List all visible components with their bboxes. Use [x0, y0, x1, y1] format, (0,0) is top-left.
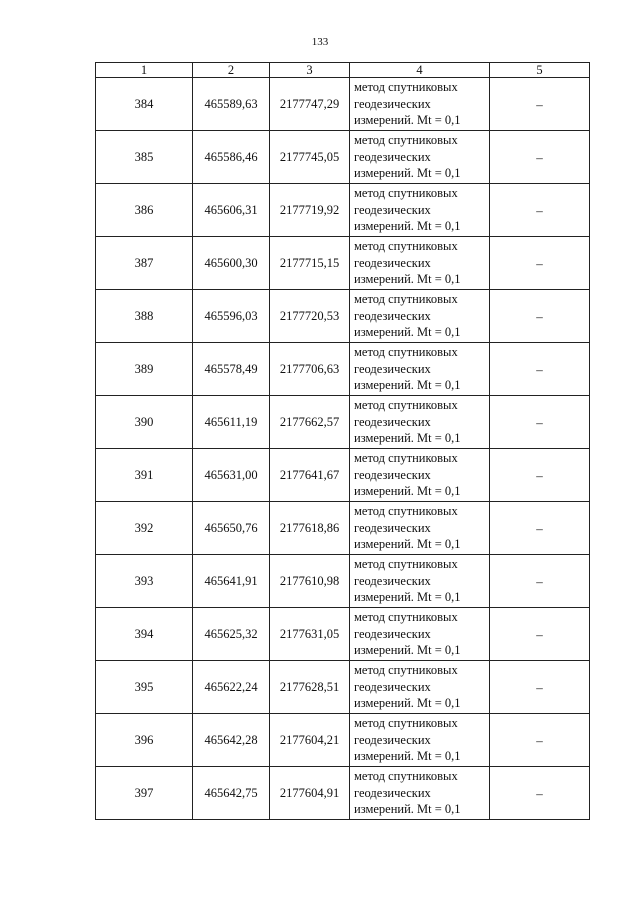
note-cell: –	[490, 608, 590, 661]
y-coordinate-cell: 2177719,92	[270, 184, 350, 237]
y-coordinate-cell: 2177604,91	[270, 767, 350, 820]
column-header-2: 2	[193, 63, 270, 78]
x-coordinate-cell: 465641,91	[193, 555, 270, 608]
point-number-cell: 392	[96, 502, 193, 555]
point-number-cell: 389	[96, 343, 193, 396]
point-number-cell: 390	[96, 396, 193, 449]
table-header-row	[96, 63, 590, 78]
point-number-cell: 395	[96, 661, 193, 714]
note-cell: –	[490, 449, 590, 502]
method-cell: метод спутниковых геодезических измерений. Mt = 0,1	[350, 714, 490, 767]
table-row	[96, 714, 590, 767]
x-coordinate-cell: 465589,63	[193, 78, 270, 131]
point-number-cell: 386	[96, 184, 193, 237]
x-coordinate-cell: 465578,49	[193, 343, 270, 396]
method-cell: метод спутниковых геодезических измерений. Mt = 0,1	[350, 555, 490, 608]
x-coordinate-cell: 465642,75	[193, 767, 270, 820]
point-number-cell: 396	[96, 714, 193, 767]
method-cell: метод спутниковых геодезических измерений. Mt = 0,1	[350, 661, 490, 714]
table-row	[96, 661, 590, 714]
table-row	[96, 555, 590, 608]
method-cell: метод спутниковых геодезических измерений. Mt = 0,1	[350, 78, 490, 131]
x-coordinate-cell: 465642,28	[193, 714, 270, 767]
y-coordinate-cell: 2177610,98	[270, 555, 350, 608]
note-cell: –	[490, 396, 590, 449]
column-header-4: 4	[350, 63, 490, 78]
y-coordinate-cell: 2177618,86	[270, 502, 350, 555]
x-coordinate-cell: 465622,24	[193, 661, 270, 714]
point-number-cell: 397	[96, 767, 193, 820]
table-row	[96, 343, 590, 396]
table-row	[96, 290, 590, 343]
method-cell: метод спутниковых геодезических измерений. Mt = 0,1	[350, 290, 490, 343]
note-cell: –	[490, 714, 590, 767]
point-number-cell: 393	[96, 555, 193, 608]
point-number-cell: 385	[96, 131, 193, 184]
y-coordinate-cell: 2177745,05	[270, 131, 350, 184]
table-body	[96, 78, 590, 820]
y-coordinate-cell: 2177628,51	[270, 661, 350, 714]
note-cell: –	[490, 555, 590, 608]
x-coordinate-cell: 465631,00	[193, 449, 270, 502]
column-header-3: 3	[270, 63, 350, 78]
y-coordinate-cell: 2177706,63	[270, 343, 350, 396]
table-row	[96, 131, 590, 184]
x-coordinate-cell: 465606,31	[193, 184, 270, 237]
y-coordinate-cell: 2177747,29	[270, 78, 350, 131]
note-cell: –	[490, 290, 590, 343]
x-coordinate-cell: 465596,03	[193, 290, 270, 343]
note-cell: –	[490, 78, 590, 131]
x-coordinate-cell: 465600,30	[193, 237, 270, 290]
table-row	[96, 396, 590, 449]
point-number-cell: 391	[96, 449, 193, 502]
note-cell: –	[490, 343, 590, 396]
y-coordinate-cell: 2177720,53	[270, 290, 350, 343]
y-coordinate-cell: 2177631,05	[270, 608, 350, 661]
y-coordinate-cell: 2177604,21	[270, 714, 350, 767]
x-coordinate-cell: 465625,32	[193, 608, 270, 661]
point-number-cell: 388	[96, 290, 193, 343]
note-cell: –	[490, 237, 590, 290]
table-row	[96, 184, 590, 237]
method-cell: метод спутниковых геодезических измерений. Mt = 0,1	[350, 131, 490, 184]
table-row	[96, 608, 590, 661]
x-coordinate-cell: 465586,46	[193, 131, 270, 184]
note-cell: –	[490, 502, 590, 555]
x-coordinate-cell: 465611,19	[193, 396, 270, 449]
table-row	[96, 502, 590, 555]
point-number-cell: 384	[96, 78, 193, 131]
x-coordinate-cell: 465650,76	[193, 502, 270, 555]
point-number-cell: 394	[96, 608, 193, 661]
note-cell: –	[490, 767, 590, 820]
y-coordinate-cell: 2177715,15	[270, 237, 350, 290]
table-row	[96, 767, 590, 820]
coordinates-table	[95, 62, 590, 820]
method-cell: метод спутниковых геодезических измерений. Mt = 0,1	[350, 396, 490, 449]
column-header-1: 1	[96, 63, 193, 78]
column-header-5: 5	[490, 63, 590, 78]
table-row	[96, 237, 590, 290]
method-cell: метод спутниковых геодезических измерений. Mt = 0,1	[350, 343, 490, 396]
method-cell: метод спутниковых геодезических измерений. Mt = 0,1	[350, 184, 490, 237]
y-coordinate-cell: 2177641,67	[270, 449, 350, 502]
page-number: 133	[311, 36, 329, 48]
method-cell: метод спутниковых геодезических измерений. Mt = 0,1	[350, 237, 490, 290]
method-cell: метод спутниковых геодезических измерений. Mt = 0,1	[350, 502, 490, 555]
method-cell: метод спутниковых геодезических измерений. Mt = 0,1	[350, 608, 490, 661]
table-row	[96, 78, 590, 131]
note-cell: –	[490, 184, 590, 237]
method-cell: метод спутниковых геодезических измерений. Mt = 0,1	[350, 767, 490, 820]
note-cell: –	[490, 661, 590, 714]
y-coordinate-cell: 2177662,57	[270, 396, 350, 449]
point-number-cell: 387	[96, 237, 193, 290]
method-cell: метод спутниковых геодезических измерений. Mt = 0,1	[350, 449, 490, 502]
table-row	[96, 449, 590, 502]
note-cell: –	[490, 131, 590, 184]
